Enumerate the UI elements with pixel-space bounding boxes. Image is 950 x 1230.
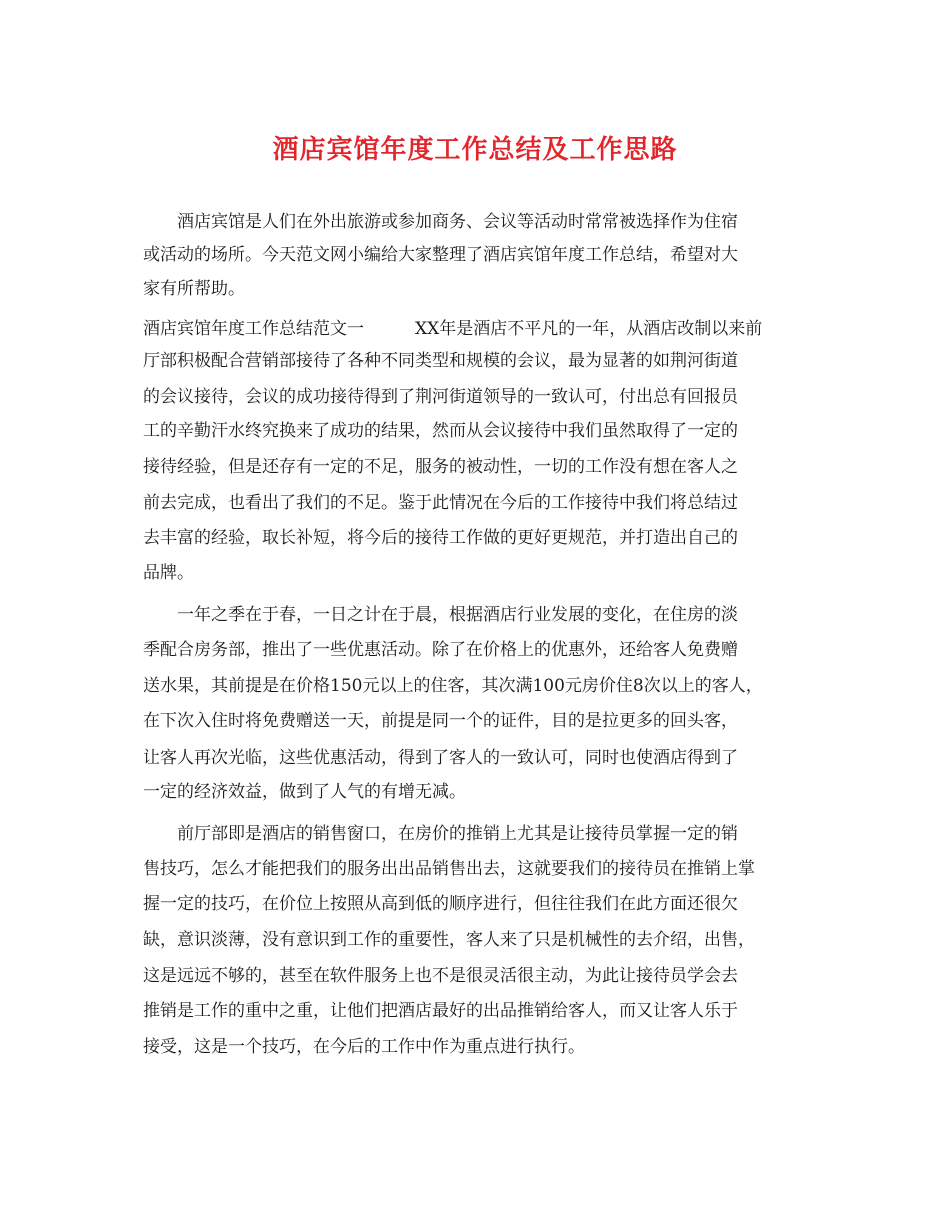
text-line: 一年之季在于春，一日之计在于晨，根据酒店行业发展的变化，在住房的淡 <box>143 605 738 625</box>
text-line: 酒店宾馆年度工作总结范文一 XX年是酒店不平凡的一年，从酒店改制以来前 <box>143 319 763 339</box>
text-line: 酒店宾馆是人们在外出旅游或参加商务、会议等活动时常常被选择作为住宿 <box>143 212 738 232</box>
text-line: 售技巧，怎么才能把我们的服务出出品销售出去，这就要我们的接待员在推销上掌 <box>143 859 755 879</box>
text-line: 送水果，其前提是在价格150元以上的住客，其次满100元房价住8次以上的客人， <box>143 676 763 696</box>
text-line: 接待经验，但是还存有一定的不足，服务的被动性，一切的工作没有想在客人之 <box>143 457 738 477</box>
text-line: 让客人再次光临，这些优惠活动，得到了客人的一致认可，同时也使酒店得到了 <box>143 748 738 768</box>
text-line: 厅部积极配合营销部接待了各种不同类型和规模的会议，最为显著的如荆河街道 <box>143 351 738 371</box>
text-line: 这是远远不够的，甚至在软件服务上也不是很灵活很主动，为此让接待员学会去 <box>143 966 738 986</box>
text-line: 品牌。 <box>143 563 194 583</box>
text-line: 的会议接待，会议的成功接待得到了荆河街道领导的一致认可，付出总有回报员 <box>143 387 738 407</box>
text-line: 或活动的场所。今天范文网小编给大家整理了酒店宾馆年度工作总结，希望对大 <box>143 245 738 265</box>
text-line: 前厅部即是酒店的销售窗口，在房价的推销上尤其是让接待员掌握一定的销 <box>143 824 738 844</box>
text-line: 接受，这是一个技巧，在今后的工作中作为重点进行执行。 <box>143 1037 585 1057</box>
text-line: 去丰富的经验，取长补短，将今后的接待工作做的更好更规范，并打造出自己的 <box>143 528 738 548</box>
text-line: 工的辛勤汗水终究换来了成功的结果，然而从会议接待中我们虽然取得了一定的 <box>143 421 738 441</box>
text-line: 家有所帮助。 <box>143 279 245 299</box>
text-line: 前去完成，也看出了我们的不足。鉴于此情况在今后的工作接待中我们将总结过 <box>143 493 738 513</box>
text-line: 在下次入住时将免费赠送一天，前提是同一个的证件，目的是拉更多的回头客， <box>143 711 738 731</box>
document-title: 酒店宾馆年度工作总结及工作思路 <box>272 135 678 165</box>
text-line: 一定的经济效益，做到了人气的有增无减。 <box>143 782 466 802</box>
text-line: 推销是工作的重中之重，让他们把酒店最好的出品推销给客人，而又让客人乐于 <box>143 1001 738 1021</box>
text-line: 缺，意识淡薄，没有意识到工作的重要性，客人来了只是机械性的去介绍，出售， <box>143 930 755 950</box>
text-line: 握一定的技巧，在价位上按照从高到低的顺序进行，但往往我们在此方面还很欠 <box>143 894 738 914</box>
text-line: 季配合房务部，推出了一些优惠活动。除了在价格上的优惠外，还给客人免费赠 <box>143 640 738 660</box>
